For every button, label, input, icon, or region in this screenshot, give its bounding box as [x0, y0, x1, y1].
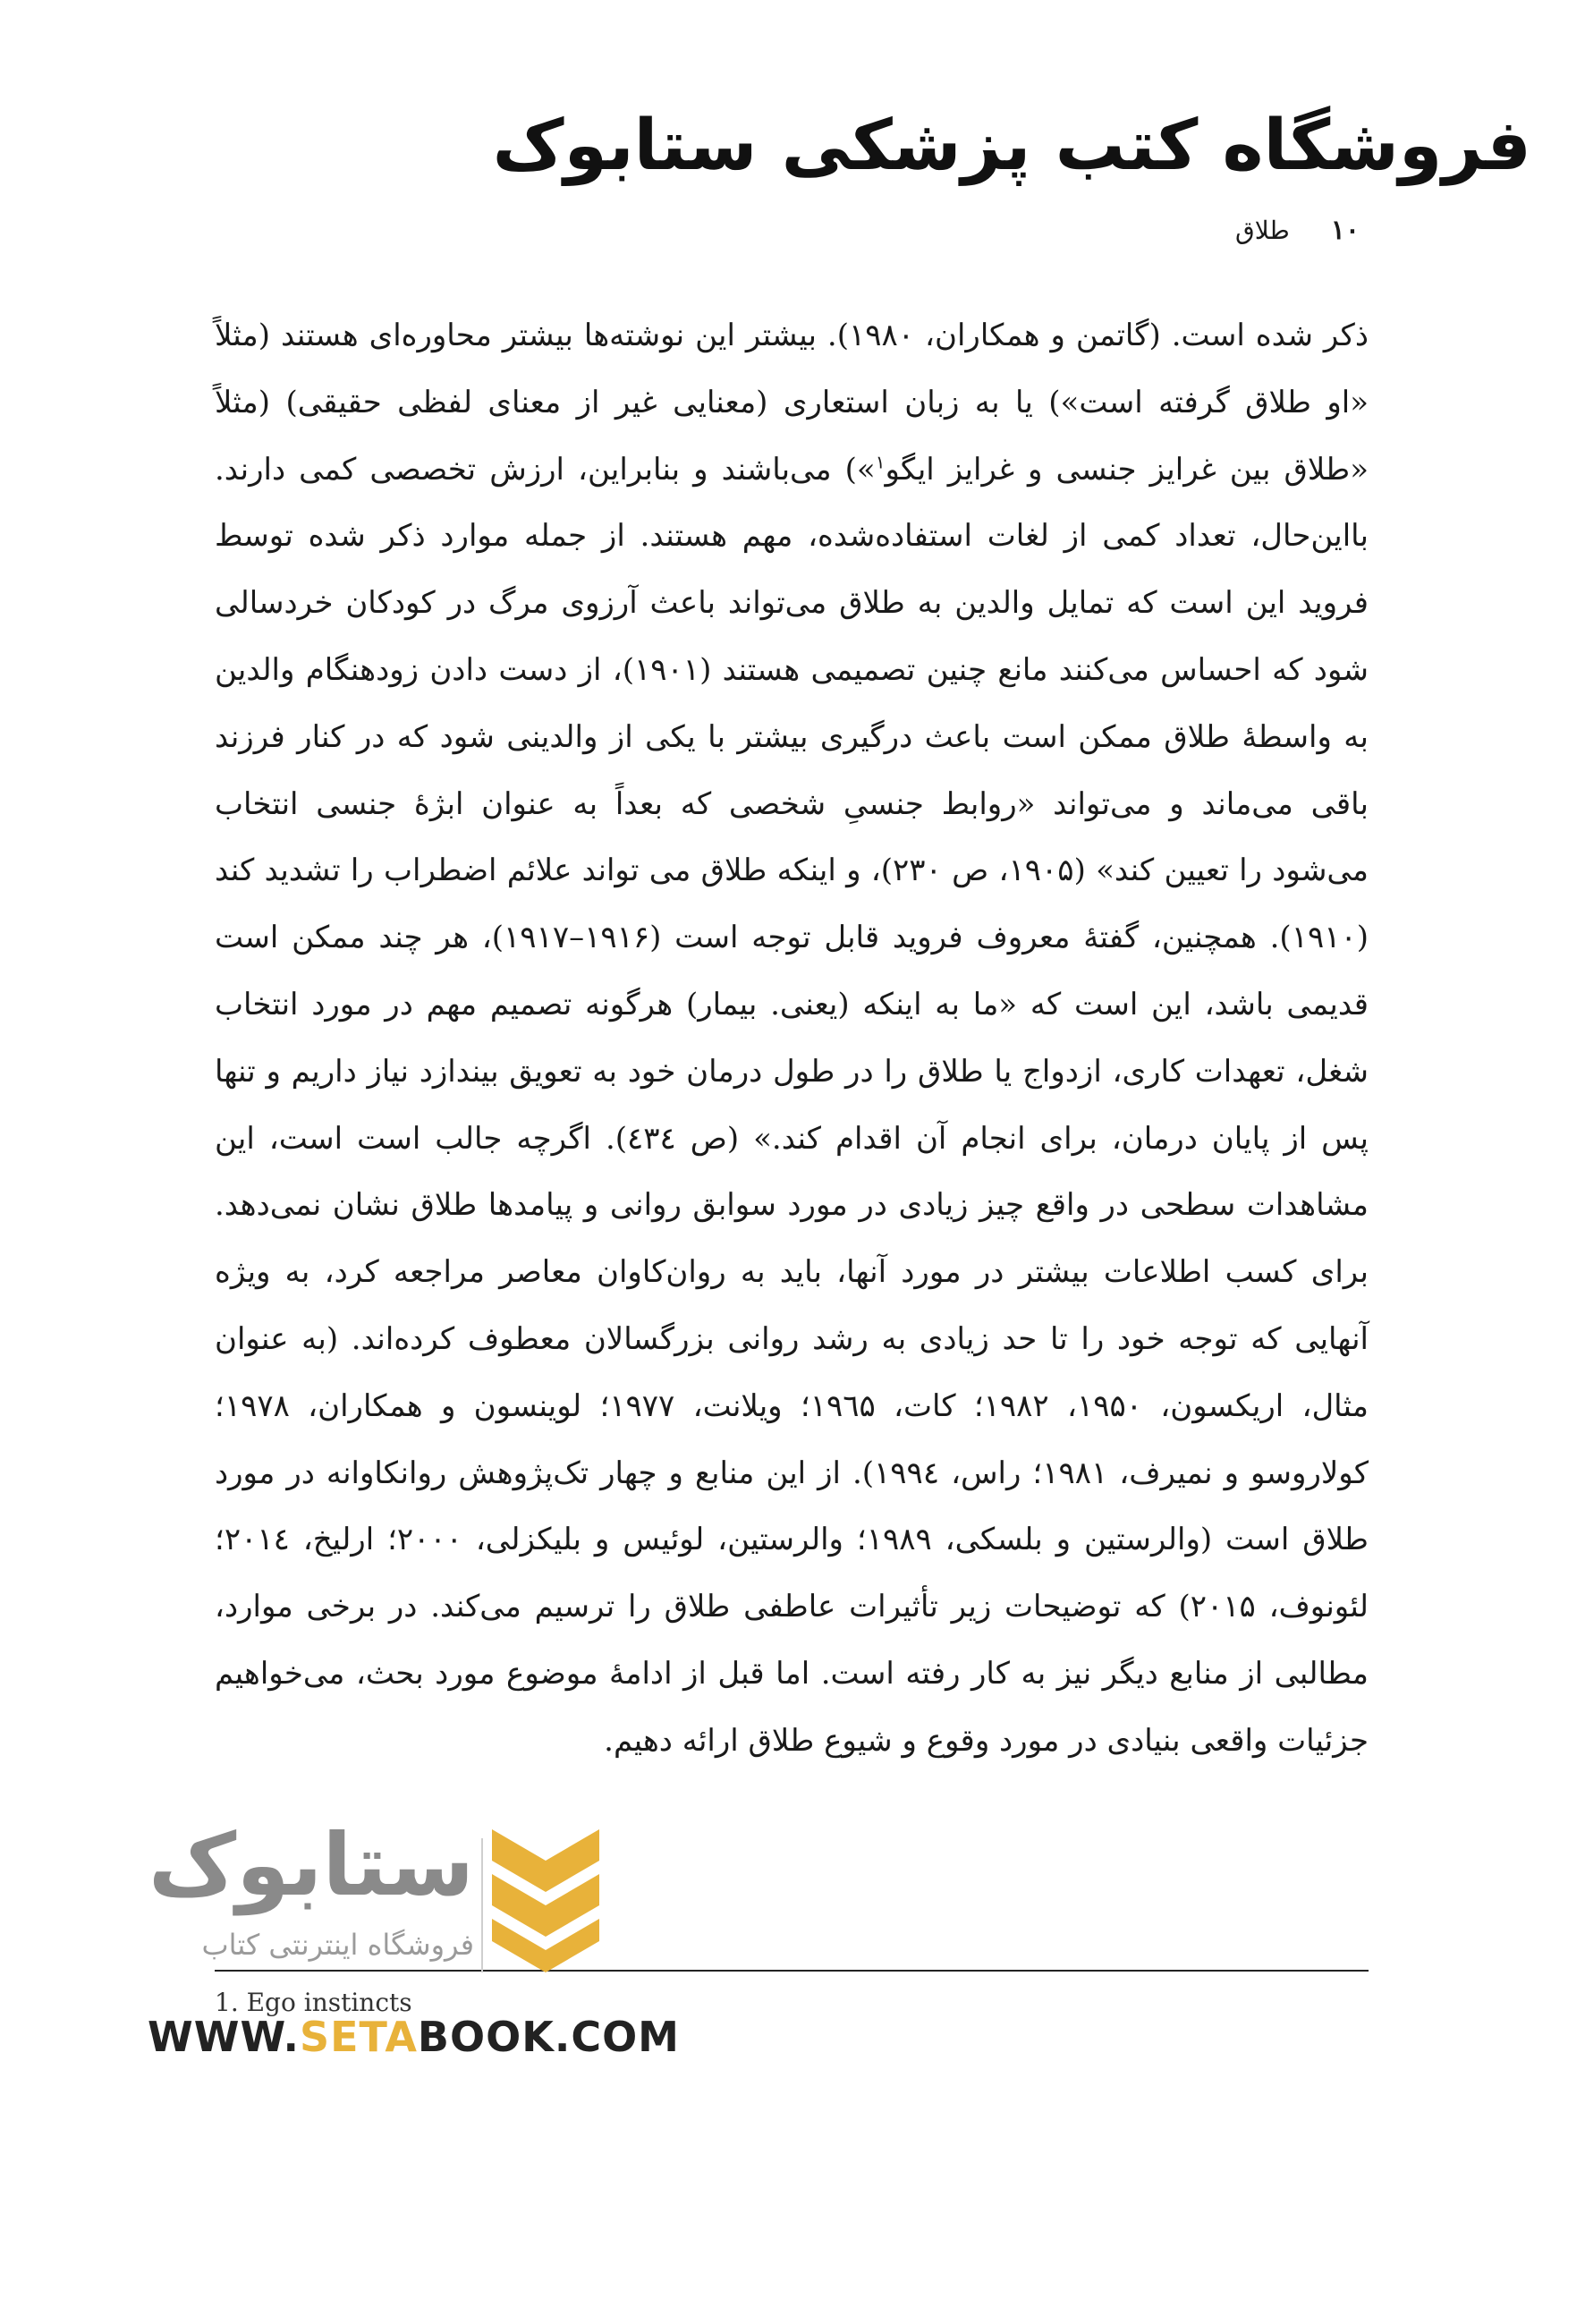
logo-tagline: فروشگاه اینترنتی کتاب: [201, 1928, 474, 1962]
page-number: ۱۰: [1330, 215, 1360, 246]
url-prefix: WWW.: [148, 2013, 300, 2061]
setabook-watermark-logo: [125, 1815, 680, 2089]
body-text-part1: ذکر شده است. (گاتمن و همکاران، ۱۹۸۰). بیشتر این نوشته‌ها بیشتر محاوره‌ای هستند (مثلاً «او طلاق گرفته است») یا به زبان استعاری (معنایی غیر از معنای لفظی حقیقی) (مثلاً «طلاق بین غرایز جنسی و غرایز ایگو: [215, 318, 1369, 488]
footnote-reference[interactable]: ۱: [875, 451, 886, 473]
logo-url: [148, 2013, 680, 2061]
store-title: فروشگاه کتب پزشکی ستابوک: [492, 106, 1531, 186]
chapter-title: طلاق: [1235, 216, 1290, 245]
logo-wordmark: ستابوک: [148, 1815, 474, 1915]
book-chevron-icon: [483, 1820, 608, 1972]
footnote: 1. Ego instincts: [215, 1988, 412, 2017]
url-suffix: BOOK.COM: [417, 2013, 680, 2061]
body-text-part2: ») می‌باشند و بنابراین، ارزش تخصصی کمی دارند. بااین‌حال، تعداد کمی از لغات استفاده‌شده، مهم هستند. از جمله موارد ذکر شده توسط فروید این است که تمایل والدین به طلاق می‌تواند باعث آرزوی مرگ در کودکان خردسالی شود که احساس می‌کنند مانع چنین تصمیمی هستند (۱۹۰۱)، از دست دادن زودهنگام والدین به واسطهٔ طلاق ممکن است باعث درگیری بیشتر با یکی از والدینی شود که در کنار فرزند باقی می‌ماند و می‌تواند «روابط جنسیِ شخصی که بعداً به عنوان ابژهٔ جنسی انتخاب می‌شود را تعیین کند» (۱۹۰۵، ص ۲۳۰)، و اینکه طلاق می تواند علائم اضطراب را تشدید کند (۱۹۱۰). همچنین، گفتهٔ معروف فروید قابل توجه است (۱۹۱۶–۱۹۱۷)، هر چند ممکن است قدیمی باشد، این است که «ما به اینکه (یعنی. بیمار) هرگونه تصمیم مهم در مورد انتخاب شغل، تعهدات کاری، ازدواج یا طلاق را در طول درمان خود به تعویق بیندازد نیاز داریم و تنها پس از پایان درمان، برای انجام آن اقدام کند.» (ص ٤٣٤). اگرچه جالب است است، این مشاهدات سطحی در واقع چیز زیادی در مورد سوابق روانی و پیامدها طلاق نشان نمی‌دهد. برای کسب اطلاعات بیشتر در مورد آنها، باید به روان‌کاوان معاصر مراجعه کرد، به ویژه آنهایی که توجه خود را تا حد زیادی به رشد روانی بزرگسالان معطوف کرده‌اند. (به عنوان مثال، اریکسون، ۱۹۵۰، ۱۹۸۲؛ کات، ۱۹٦۵؛ ویلانت، ۱۹۷۷؛ لوینسون و همکاران، ۱۹۷۸؛ کولاروسو و نمیرف، ۱۹۸۱؛ راس، ۱۹۹٤). از این منابع و چهار تک‌پژوهش روانکاوانه در مورد طلاق است (والرستین و بلسکی، ۱۹۸۹؛ والرستین، لوئیس و بلیکزلی، ۲۰۰۰؛ ارلیخ، ۲۰۱٤؛ لئونوف، ۲۰۱۵) که توضیحات زیر تأثیرات عاطفی طلاق را ترسیم می‌کند. در برخی موارد، مطالبی از منابع دیگر نیز به کار رفته است. اما قبل از ادامهٔ موضوع مورد بحث، می‌خواهیم جزئیات واقعی بنیادی در مورد وقوع و شیوع طلاق ارائه دهیم.: [215, 451, 1369, 1759]
url-accent: SETA: [299, 2013, 418, 2061]
body-paragraph: [215, 302, 1369, 1775]
running-head: [1235, 215, 1360, 246]
